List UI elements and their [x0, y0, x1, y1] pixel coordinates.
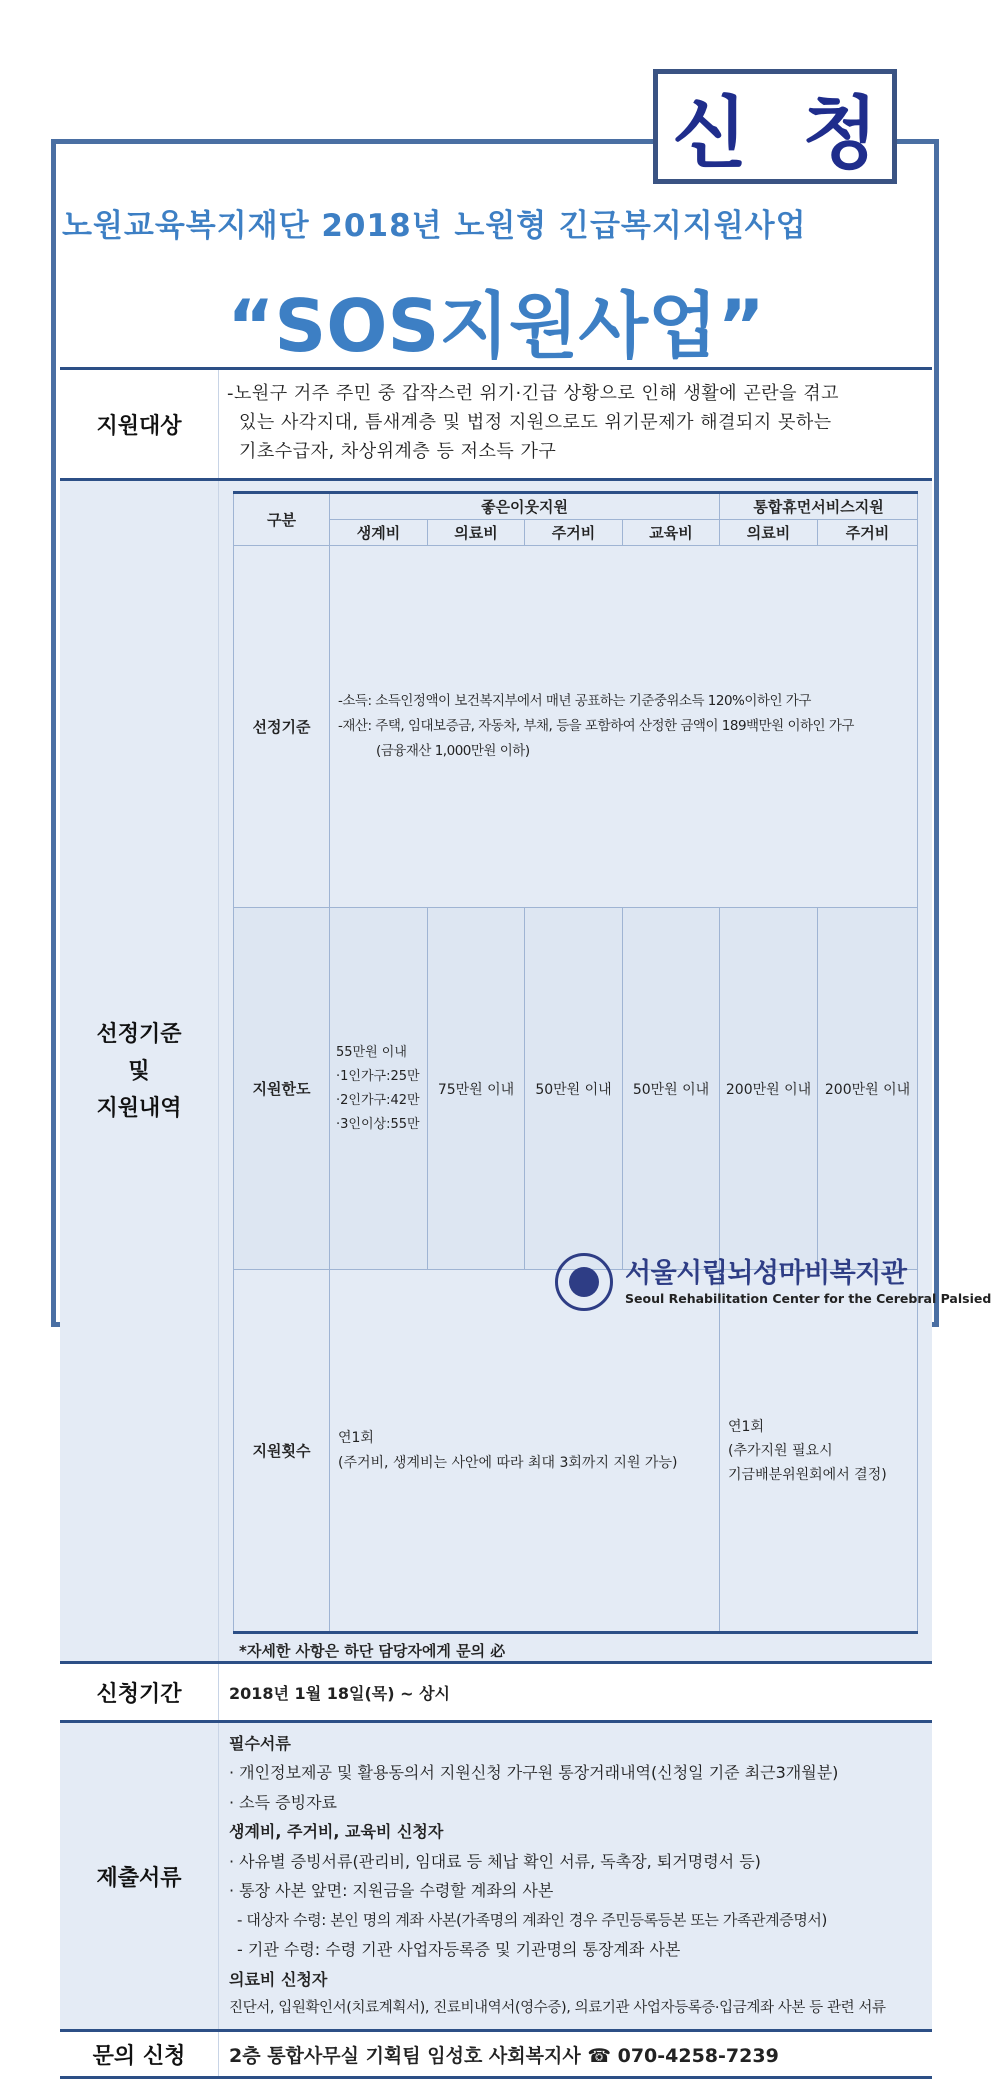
col-header: 의료비 — [428, 520, 525, 546]
limit-cell: 200만원 이내 — [818, 908, 918, 1270]
header-category: 구분 — [234, 493, 330, 546]
documents-line: · 통장 사본 앞면: 지원금을 수령할 계좌의 사본 — [229, 1881, 554, 1900]
count-line: 연1회 — [338, 1429, 374, 1446]
selection-line: (금융재산 1,000만원 이하) — [376, 743, 530, 759]
documents-heading: 의료비 신청자 — [229, 1969, 328, 1989]
documents-line: - 기관 수령: 수령 기관 사업자등록증 및 기관명의 통장계좌 사본 — [237, 1940, 681, 1959]
stamp-text: 신 청 — [672, 88, 892, 179]
logo-name-english: Seoul Rehabilitation Center for the Cerebral Palsied — [625, 1291, 992, 1306]
col-header: 주거비 — [818, 520, 918, 546]
limit-line: ·2인가구:42만 — [336, 1092, 420, 1108]
row-label-selection: 선정기준 — [234, 546, 330, 908]
documents-content — [219, 1722, 933, 2031]
contact-value: 2층 통합사무실 기획팀 임성호 사회복지사 ☎ 070-4258-7239 — [219, 2031, 933, 2078]
limit-cell: 50만원 이내 — [623, 908, 720, 1270]
documents-line: 진단서, 입원확인서(치료계획서), 진료비내역서(영수증), 의료기관 사업자등록증·입금계좌 사본 등 관련 서류 — [229, 2000, 886, 2016]
limit-line: ·1인가구:25만 — [336, 1068, 420, 1084]
documents-line: · 소득 증빙자료 — [229, 1792, 337, 1812]
documents-line: - 대상자 수령: 본인 명의 계좌 사본(가족명의 계좌인 경우 주민등록등본 또는 가족관계증명서) — [237, 1910, 827, 1929]
criteria-label-line: 지원내역 — [96, 1095, 182, 1121]
col-header: 교육비 — [623, 520, 720, 546]
documents-line: · 사유별 증빙서류(관리비, 임대료 등 체납 확인 서류, 독촉장, 퇴거명령서 등) — [229, 1851, 761, 1871]
count-good-neighbor — [330, 1270, 720, 1633]
criteria-label — [60, 480, 219, 1663]
count-line: (추가지원 필요시 — [728, 1442, 833, 1459]
period-label: 신청기간 — [60, 1663, 219, 1722]
apply-stamp — [653, 69, 897, 184]
selection-line: -재산: 주택, 임대보증금, 자동차, 부채, 등을 포함하여 산정한 금액이 189백만원 이하인 가구 — [338, 718, 854, 734]
col-header: 의료비 — [720, 520, 818, 546]
header-group-integrated: 통합휴먼서비스지원 — [720, 493, 918, 520]
col-header: 주거비 — [525, 520, 623, 546]
logo-name-korean: 서울시립뇌성마비복지관 — [625, 1258, 907, 1289]
limit-cell: 75만원 이내 — [428, 908, 525, 1270]
col-header: 생계비 — [330, 520, 428, 546]
period-value: 2018년 1월 18일(목) ~ 상시 — [219, 1663, 933, 1722]
criteria-label-line: 및 — [128, 1058, 150, 1084]
criteria-table — [233, 491, 918, 1634]
count-line: 기금배분위원회에서 결정) — [728, 1466, 887, 1483]
selection-line: -소득: 소득인정액이 보건복지부에서 매년 공표하는 기준중위소득 120%이하인 가구 — [338, 693, 811, 709]
count-line: (주거비, 생계비는 사안에 따라 최대 3회까지 지원 가능) — [338, 1454, 678, 1471]
selection-criteria — [330, 546, 918, 908]
subtitle: 노원교육복지재단 2018년 노원형 긴급복지지원사업 — [62, 208, 807, 244]
row-label-count: 지원횟수 — [234, 1270, 330, 1633]
target-content — [219, 369, 933, 480]
criteria-content — [219, 480, 933, 1663]
count-integrated — [720, 1270, 918, 1633]
criteria-label-line: 선정기준 — [96, 1021, 182, 1047]
limit-line: ·3인이상:55만 — [336, 1116, 420, 1132]
documents-line: · 개인정보제공 및 활용동의서 지원신청 가구원 통장거래내역(신청일 기준 최근3개월분) — [229, 1763, 839, 1782]
row-label-limit: 지원한도 — [234, 908, 330, 1270]
info-table — [60, 367, 932, 2079]
target-label: 지원대상 — [60, 369, 219, 480]
logo-seal-icon — [555, 1253, 613, 1311]
header-group-good-neighbor: 좋은이웃지원 — [330, 493, 720, 520]
contact-label: 문의 신청 — [60, 2031, 219, 2078]
inquiry-note: *자세한 사항은 하단 담당자에게 문의 必 — [239, 1642, 506, 1660]
target-line: 기초수급자, 차상위계층 등 저소득 가구 — [239, 440, 557, 462]
limit-cell: 200만원 이내 — [720, 908, 818, 1270]
target-line: -노원구 거주 주민 중 갑작스런 위기·긴급 상황으로 인해 생활에 곤란을 겪고 — [227, 382, 840, 404]
count-line: 연1회 — [728, 1418, 764, 1435]
limit-living — [330, 908, 428, 1270]
main-title: “SOS지원사업” — [227, 284, 765, 368]
target-line: 있는 사각지대, 틈새계층 및 법정 지원으로도 위기문제가 해결되지 못하는 — [239, 411, 832, 433]
documents-heading: 생계비, 주거비, 교육비 신청자 — [229, 1822, 444, 1841]
documents-label: 제출서류 — [60, 1722, 219, 2031]
documents-heading: 필수서류 — [229, 1733, 291, 1753]
limit-cell: 50만원 이내 — [525, 908, 623, 1270]
organization-logo — [555, 1249, 992, 1313]
limit-line: 55만원 이내 — [336, 1044, 407, 1060]
